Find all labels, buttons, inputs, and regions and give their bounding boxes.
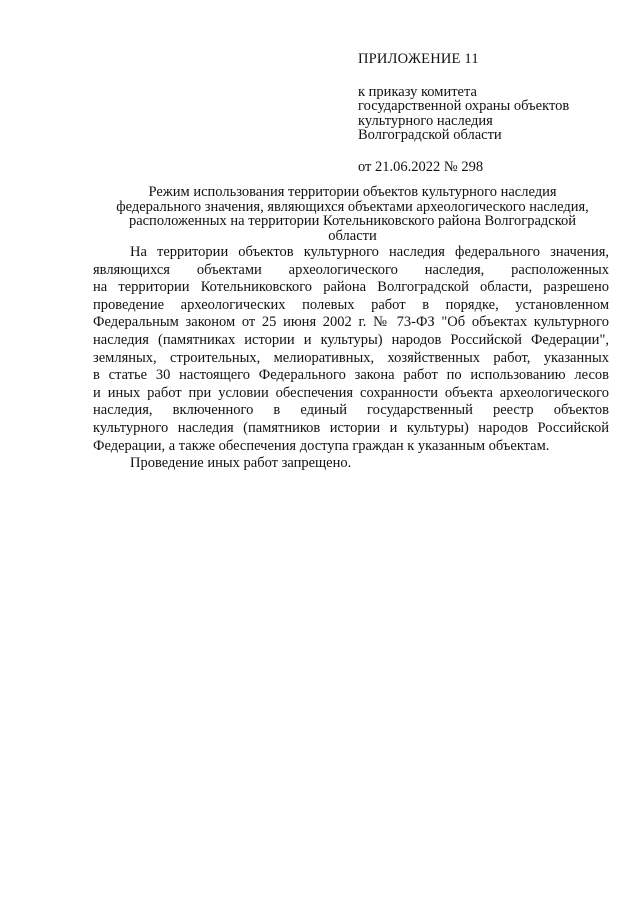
paragraph-line: проведение археологических полевых работ в порядке, установленном — [93, 296, 609, 313]
paragraph-line: Федеральным законом от 25 июня 2002 г. № 73-ФЗ "Об объектах культурного — [93, 314, 609, 331]
paragraph-line: на территории Котельниковского района Волгоградской области, разрешено — [93, 279, 609, 296]
paragraph-prohibited-works — [93, 455, 609, 473]
title-line: федерального значения, являющихся объектами археологического наследия, — [116, 198, 589, 215]
approval-line: государственной охраны объектов — [358, 98, 570, 114]
approval-line: культурного наследия — [358, 112, 493, 129]
paragraph-line: и иных работ при условии обеспечения сохранности объекта археологического — [93, 384, 609, 401]
paragraph-line: в статье 30 настоящего Федерального закона работ по использованию лесов — [93, 367, 609, 384]
paragraph-line: Федерации, а также обеспечения доступа граждан к указанным объектам. — [93, 437, 550, 454]
title-line: Режим использования территории объектов культурного наследия — [148, 184, 557, 200]
paragraph-permitted-works — [93, 244, 609, 455]
paragraph-line: Проведение иных работ запрещено. — [130, 455, 352, 472]
document-title — [96, 185, 609, 243]
paragraph-line: культурного наследия (памятников истории и культуры) народов Российской — [93, 419, 609, 436]
approval-block — [358, 52, 608, 174]
approval-line: к приказу комитета — [358, 83, 477, 100]
paragraph-line: наследия (памятниках истории и культуры) народов Российской Федерации", — [93, 331, 609, 348]
appendix-title: ПРИЛОЖЕНИЕ 11 — [358, 51, 479, 67]
approval-order-lines — [358, 85, 608, 143]
paragraph-line: На территории объектов культурного наследия федерального значения, — [130, 244, 609, 260]
title-line: области — [328, 227, 377, 244]
approval-date: от 21.06.2022 № 298 — [358, 158, 484, 175]
paragraph-line: наследия, включенного в единый государственный реестр объектов — [93, 402, 609, 419]
paragraph-line: земляных, строительных, мелиоративных, хозяйственных работ, указанных — [93, 349, 609, 366]
paragraph-line: являющихся объектами археологического наследия, расположенных — [93, 261, 609, 278]
title-line: расположенных на территории Котельниковского района Волгоградской — [128, 213, 577, 229]
approval-line: Волгоградской области — [358, 127, 502, 143]
document-body — [93, 244, 609, 473]
